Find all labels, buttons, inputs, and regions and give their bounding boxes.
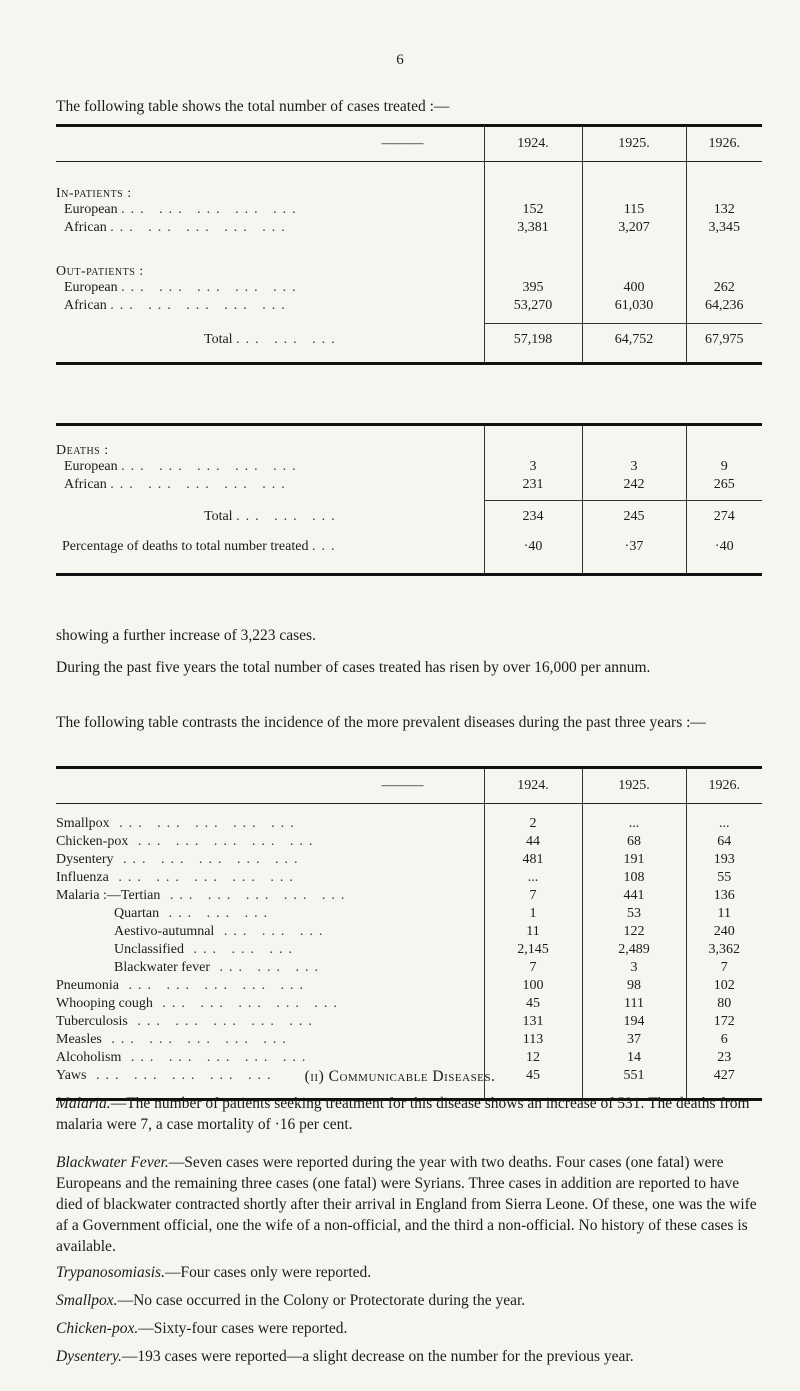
cell: 64,752: [582, 324, 686, 364]
cell: 265: [686, 477, 762, 501]
cell: ...: [582, 804, 686, 834]
cell: 45: [484, 996, 582, 1014]
row-label: Chicken-pox: [56, 833, 129, 849]
cell: 23: [686, 1050, 762, 1068]
chickenpox-text: —Sixty-four cases were reported.: [138, 1320, 348, 1337]
cell: 14: [582, 1050, 686, 1068]
cell: 11: [686, 906, 762, 924]
cell: 3,345: [686, 220, 762, 238]
cell: 3: [582, 960, 686, 978]
dysentery-title: Dysentery.: [56, 1348, 122, 1365]
table-row: Whooping cough ... ... ... ... ... 45 111 80: [56, 996, 762, 1014]
table-row: Malaria :—Tertian ... ... ... ... ... 7 441 136: [56, 888, 762, 906]
cell: 111: [582, 996, 686, 1014]
cell: 55: [686, 870, 762, 888]
cell: 3,207: [582, 220, 686, 238]
cell: 3: [582, 459, 686, 477]
cell: 113: [484, 1032, 582, 1050]
table-row: Aestivo-autumnal ... ... ... 11 122 240: [56, 924, 762, 942]
cell: 395: [484, 280, 582, 298]
blackwater-paragraph: [56, 1152, 766, 1257]
header-blank: ———: [56, 768, 484, 804]
row-label: Blackwater fever: [114, 959, 210, 975]
contrast-text: The following table contrasts the incidence of the more prevalent diseases during the past three years :—: [56, 714, 706, 731]
blackwater-title: Blackwater Fever.: [56, 1154, 169, 1171]
row-label: Pneumonia: [56, 977, 119, 993]
inpatients-heading: In-patients :: [56, 185, 132, 201]
cell: 3: [484, 459, 582, 477]
cell: 131: [484, 1014, 582, 1032]
cell: 245: [582, 501, 686, 535]
chickenpox-paragraph: [56, 1318, 766, 1339]
cell: ...: [484, 870, 582, 888]
deaths-table: Deaths : European ... ... ... ... ... 3 3 9 African ... ... ... ... ... 231 242 265 Total ... ... ... 234 245 274 Percentage of deaths to total number treated ... ·40 ·37 ·40: [56, 423, 762, 576]
cell: 98: [582, 978, 686, 996]
cell: 53: [582, 906, 686, 924]
row-label: Aestivo-autumnal: [114, 923, 215, 939]
cell: 7: [484, 960, 582, 978]
cell: ...: [686, 804, 762, 834]
percentage-label: Percentage of deaths to total number treated: [62, 538, 309, 554]
trypano-paragraph: [56, 1262, 766, 1283]
row-label: Whooping cough: [56, 995, 153, 1011]
cell: 242: [582, 477, 686, 501]
year-1925: 1925.: [582, 126, 686, 162]
intro-text: The following table shows the total number of cases treated :—: [56, 98, 450, 115]
row-label: European: [64, 201, 118, 217]
cell: 57,198: [484, 324, 582, 364]
cell: 3,362: [686, 942, 762, 960]
page-number: 6: [396, 52, 404, 68]
cell: 122: [582, 924, 686, 942]
cell: 7: [484, 888, 582, 906]
row-label: European: [64, 458, 118, 474]
row-label: Dysentery: [56, 851, 114, 867]
cell: 102: [686, 978, 762, 996]
cell: 1: [484, 906, 582, 924]
cell: 551: [582, 1068, 686, 1086]
table-row: Unclassified ... ... ... 2,145 2,489 3,362: [56, 942, 762, 960]
row-label: Tuberculosis: [56, 1013, 128, 1029]
row-label: Smallpox: [56, 816, 110, 831]
cell: ·37: [582, 535, 686, 575]
table-row: Influenza ... ... ... ... ... ... 108 55: [56, 870, 762, 888]
cell: 427: [686, 1068, 762, 1086]
table-row: Pneumonia ... ... ... ... ... 100 98 102: [56, 978, 762, 996]
cell: 64,236: [686, 298, 762, 324]
table-row: Smallpox ... ... ... ... ... 2 ... ...: [56, 804, 762, 834]
table-row: Measles ... ... ... ... ... 113 37 6: [56, 1032, 762, 1050]
increase-text: showing a further increase of 3,223 cases.: [56, 627, 316, 644]
cell: 2,145: [484, 942, 582, 960]
row-label: Unclassified: [114, 941, 184, 957]
row-label: African: [64, 476, 107, 492]
cell: 240: [686, 924, 762, 942]
cell: ·40: [484, 535, 582, 575]
cell: 108: [582, 870, 686, 888]
smallpox-text: —No case occurred in the Colony or Protectorate during the year.: [117, 1292, 526, 1309]
malaria-text: —The number of patients seeking treatment for this disease shows an increase of 531. The deaths from malaria were 7, a case mortality of ·16 per cent.: [56, 1095, 750, 1133]
cell: 441: [582, 888, 686, 906]
trypano-text: —Four cases only were reported.: [164, 1264, 372, 1281]
cell: 194: [582, 1014, 686, 1032]
cell: 481: [484, 852, 582, 870]
row-label: Alcoholism: [56, 1049, 122, 1065]
row-label: African: [64, 297, 107, 313]
cell: 400: [582, 280, 686, 298]
table-row: Chicken-pox ... ... ... ... ... 44 68 64: [56, 834, 762, 852]
smallpox-paragraph: [56, 1290, 766, 1311]
five-years-text: During the past five years the total number of cases treated has risen by over 16,000 per annum.: [56, 659, 651, 676]
year-1924: 1924.: [484, 126, 582, 162]
row-label: Influenza: [56, 869, 109, 885]
cases-treated-table: ——— 1924. 1925. 1926. In-patients : European ... ... ... ... ... 152 115 132 African ... ... ... ... ... 3,381 3,207 3,345 Out-patients : European ... ... ... ... ... 395 400 262 African ... ... ... ... ... 53,270 61,030 64,236 Total ... ... ... 57,198 64,752 67,975: [56, 124, 762, 365]
year-1926: 1926.: [686, 768, 762, 804]
trypano-title: Trypanosomiasis.: [56, 1264, 165, 1281]
cell: 80: [686, 996, 762, 1014]
row-label: European: [64, 279, 118, 295]
year-1925: 1925.: [582, 768, 686, 804]
cell: 2: [484, 804, 582, 834]
dysentery-text: —193 cases were reported—a slight decrease on the number for the previous year.: [121, 1348, 634, 1365]
cell: 115: [582, 202, 686, 220]
cell: 172: [686, 1014, 762, 1032]
cell: 44: [484, 834, 582, 852]
cell: ·40: [686, 535, 762, 575]
deaths-heading: Deaths :: [56, 442, 109, 458]
cell: 12: [484, 1050, 582, 1068]
year-1926: 1926.: [686, 126, 762, 162]
cell: 234: [484, 501, 582, 535]
cell: 37: [582, 1032, 686, 1050]
cell: 262: [686, 280, 762, 298]
table-row: Blackwater fever ... ... ... 7 3 7: [56, 960, 762, 978]
cell: 7: [686, 960, 762, 978]
table-row: Quartan ... ... ... 1 53 11: [56, 906, 762, 924]
malaria-title: Malaria.: [56, 1095, 111, 1112]
blackwater-text: —Seven cases were reported during the year with two deaths. Four cases (one fatal) were Europeans and the remaining three cases (one fatal) were Syrians. Three cases in addition are reported to have died of blackwater contracted shortly after their arrival in England from Sierra Leone. Of these, one was the wife af a Government official, one the wife of a non-official, and the third a non-official. No history of these cases is available.: [56, 1154, 757, 1255]
table-row: Alcoholism ... ... ... ... ... 12 14 23: [56, 1050, 762, 1068]
malaria-paragraph: [56, 1093, 766, 1135]
cell: 191: [582, 852, 686, 870]
table-row: Yaws ... ... ... ... ... 45 551 427: [56, 1068, 762, 1086]
row-label: African: [64, 219, 107, 235]
cell: 9: [686, 459, 762, 477]
cell: 132: [686, 202, 762, 220]
cell: 45: [484, 1068, 582, 1086]
cell: 136: [686, 888, 762, 906]
cell: 68: [582, 834, 686, 852]
cell: 152: [484, 202, 582, 220]
row-label: Yaws: [56, 1067, 87, 1083]
cell: 6: [686, 1032, 762, 1050]
cell: 11: [484, 924, 582, 942]
cell: 53,270: [484, 298, 582, 324]
table-row: Dysentery ... ... ... ... ... 481 191 193: [56, 852, 762, 870]
diseases-table: [56, 766, 762, 1101]
cell: 61,030: [582, 298, 686, 324]
row-label: Malaria :—Tertian: [56, 887, 161, 903]
section-heading: [0, 1068, 800, 1086]
table-row: Tuberculosis ... ... ... ... ... 131 194 172: [56, 1014, 762, 1032]
row-label: Quartan: [114, 905, 160, 921]
chickenpox-title: Chicken-pox.: [56, 1320, 139, 1337]
total-label: Total: [204, 331, 233, 347]
section-heading-text: (ii) Communicable Diseases.: [304, 1068, 496, 1085]
deaths-total-label: Total: [204, 508, 233, 524]
outpatients-heading: Out-patients :: [56, 263, 144, 279]
header-blank: ———: [56, 126, 484, 162]
cell: 64: [686, 834, 762, 852]
dysentery-paragraph: [56, 1346, 766, 1367]
smallpox-title: Smallpox.: [56, 1292, 118, 1309]
cell: 100: [484, 978, 582, 996]
cell: 274: [686, 501, 762, 535]
year-1924: 1924.: [484, 768, 582, 804]
cell: 67,975: [686, 324, 762, 364]
cell: 231: [484, 477, 582, 501]
row-label: Measles: [56, 1031, 102, 1047]
cell: 193: [686, 852, 762, 870]
cell: 2,489: [582, 942, 686, 960]
cell: 3,381: [484, 220, 582, 238]
